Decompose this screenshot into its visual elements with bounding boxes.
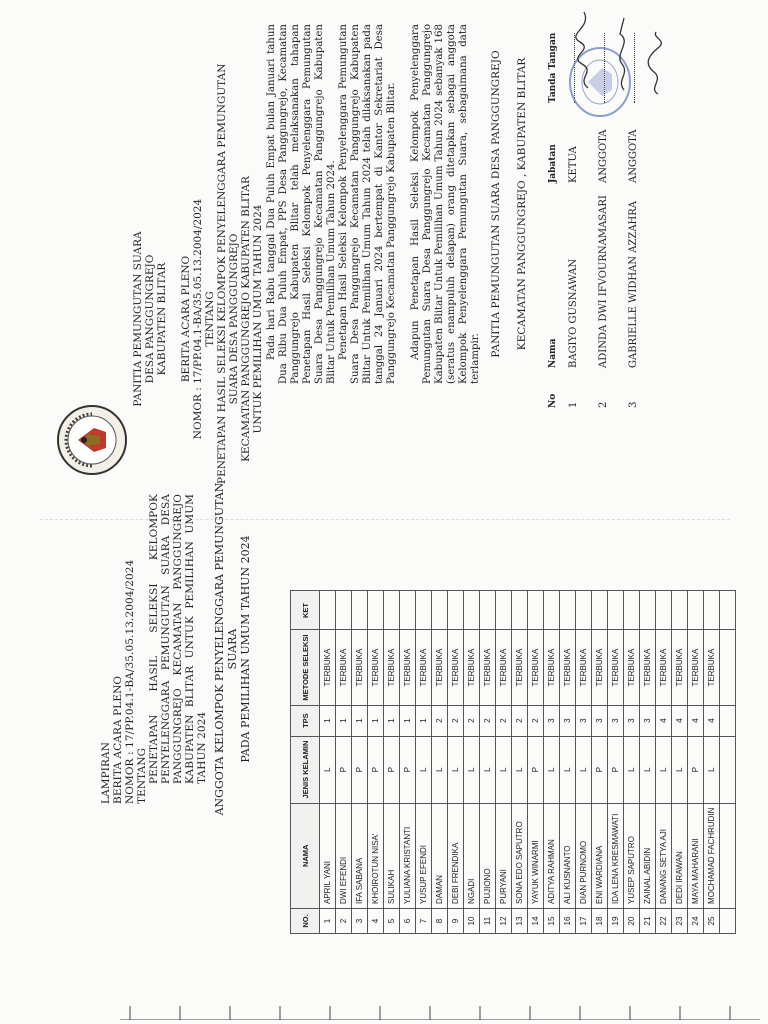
cell-jenis-kelamin: P — [608, 736, 624, 803]
table-row — [320, 591, 336, 934]
cell-jenis-kelamin: P — [368, 736, 384, 803]
header-line: TENTANG — [204, 291, 216, 347]
cell-nama: ADITYA RAHMAN — [544, 803, 560, 908]
header-line: DESA PANGGUNGREJO — [144, 254, 156, 384]
cell-tps: 3 — [560, 705, 576, 736]
cell-jenis-kelamin: P — [352, 736, 368, 803]
cell-tps: 1 — [320, 705, 336, 736]
cell-ket — [720, 591, 736, 630]
table-row — [368, 591, 384, 934]
table-row — [480, 591, 496, 934]
cell-metode: TERBUKA — [432, 630, 448, 705]
signature-scribble — [574, 10, 598, 90]
cell-jenis-kelamin: L — [576, 736, 592, 803]
cell-no: 6 — [400, 909, 416, 934]
cell-metode: TERBUKA — [480, 630, 496, 705]
members-table-body — [320, 591, 736, 934]
cell-ket — [368, 591, 384, 630]
signature-scribble — [644, 28, 666, 98]
table-row — [672, 591, 688, 934]
cell-ket — [352, 591, 368, 630]
cell-nama: PURYANI — [496, 803, 512, 908]
table-row — [576, 591, 592, 934]
cell-ket — [656, 591, 672, 630]
cell-metode: TERBUKA — [512, 630, 528, 705]
col-header-jenis-kelamin: JENIS KELAMIN — [291, 736, 320, 803]
sig-header-jabatan: Jabatan — [548, 144, 558, 183]
cell-metode: TERBUKA — [560, 630, 576, 705]
cell-jenis-kelamin: P — [336, 736, 352, 803]
cell-metode: TERBUKA — [704, 630, 720, 705]
cell-jenis-kelamin: P — [528, 736, 544, 803]
cell-tps: 2 — [464, 705, 480, 736]
cell-no: 1 — [320, 909, 336, 934]
cell-tps: 1 — [352, 705, 368, 736]
cell-jenis-kelamin: L — [480, 736, 496, 803]
cell-tps: 2 — [448, 705, 464, 736]
cell-ket — [432, 591, 448, 630]
cell-tps: 2 — [480, 705, 496, 736]
col-header-metode: METODE SELEKSI — [291, 630, 320, 705]
cell-no: 19 — [608, 909, 624, 934]
cell-ket — [528, 591, 544, 630]
cell-no: 24 — [688, 909, 704, 934]
sig-jabatan: ANGGOTA — [598, 129, 609, 183]
cell-nama: IDA LENA KRESMAWATI — [608, 803, 624, 908]
cell-nama: DWI EFENDI — [336, 803, 352, 908]
table-row — [512, 591, 528, 934]
lampiran-title — [213, 464, 252, 834]
sig-no: 2 — [598, 401, 609, 408]
cell-no: 17 — [576, 909, 592, 934]
cell-jenis-kelamin: L — [640, 736, 656, 803]
document-header — [132, 63, 264, 484]
lampiran-line: TENTANG — [136, 747, 148, 804]
cell-jenis-kelamin: L — [672, 736, 688, 803]
cell-nama: KHOIROTUN NISA' — [368, 803, 384, 908]
cell-no: 3 — [352, 909, 368, 934]
cell-ket — [688, 591, 704, 630]
cell-no: 11 — [480, 909, 496, 934]
closing-block — [490, 24, 542, 384]
cell-nama: DANANG SETYA AJI — [656, 803, 672, 908]
cell-metode: TERBUKA — [640, 630, 656, 705]
cell-tps: 1 — [336, 705, 352, 736]
sig-no: 1 — [568, 401, 579, 408]
cell-no: 14 — [528, 909, 544, 934]
cell-ket — [336, 591, 352, 630]
cell-jenis-kelamin: L — [704, 736, 720, 803]
cell-no: 16 — [560, 909, 576, 934]
cell-ket — [496, 591, 512, 630]
sig-nama: ADINDA DWI IFVOURNAMASARI — [598, 195, 609, 368]
cell-tps: 2 — [432, 705, 448, 736]
cell-ket — [592, 591, 608, 630]
cell-nama: YUSUP EFENDI — [416, 803, 432, 908]
lampiran-line: NOMOR : 17/PP.04.1-BA/35.05.13.2004/2024 — [124, 559, 136, 804]
col-header-nama: NAMA — [291, 803, 320, 908]
cell-metode: TERBUKA — [544, 630, 560, 705]
table-row — [688, 591, 704, 934]
cell-jenis-kelamin: L — [656, 736, 672, 803]
cell-tps: 4 — [688, 705, 704, 736]
cell-ket — [704, 591, 720, 630]
cell-no: 25 — [704, 909, 720, 934]
col-header-ket: KET — [291, 591, 320, 630]
cell-jenis-kelamin: P — [592, 736, 608, 803]
cell-metode: TERBUKA — [352, 630, 368, 705]
cell-no: 4 — [368, 909, 384, 934]
body-paragraph-3: Adapun Penetapan Hasil Seleksi Kelompok Penyelenggara Pemungutan Suara Desa Panggungrejo Kecamatan Panggungrejo Kabupaten Blitar Untuk Pemilihan Umum Tahun 2024 sebanyak 168 (seratus enampuluh delapan) orang ditetapkan sebagai anggota Kelompok Penyelenggara Pemungutan Suara, sebagaimana data terlampir. — [410, 24, 481, 384]
sig-nama: GABRIELLE WIDHAN AZZAHRA — [628, 200, 639, 368]
sig-jabatan: KETUA — [568, 146, 579, 183]
table-row — [384, 591, 400, 934]
cell-metode: TERBUKA — [592, 630, 608, 705]
cell-jenis-kelamin — [720, 736, 736, 803]
cell-ket — [672, 591, 688, 630]
cell-no: 2 — [336, 909, 352, 934]
cell-nama: APRIL YANI — [320, 803, 336, 908]
cell-metode: TERBUKA — [336, 630, 352, 705]
cell-metode — [720, 630, 736, 705]
cell-jenis-kelamin: L — [544, 736, 560, 803]
sig-header-no: No — [548, 393, 558, 408]
cell-nama — [720, 803, 736, 908]
header-line: KABUPATEN BLITAR — [156, 262, 168, 376]
cell-ket — [544, 591, 560, 630]
header-line: BERITA ACARA PLENO — [180, 255, 192, 383]
cell-metode: TERBUKA — [528, 630, 544, 705]
cell-jenis-kelamin: L — [464, 736, 480, 803]
cell-nama: DEBI FRENDIKA — [448, 803, 464, 908]
cell-metode: TERBUKA — [368, 630, 384, 705]
cell-metode: TERBUKA — [416, 630, 432, 705]
cell-metode: TERBUKA — [624, 630, 640, 705]
cell-nama: ALI KUSNANTO — [560, 803, 576, 908]
cell-ket — [400, 591, 416, 630]
cell-ket — [640, 591, 656, 630]
cell-nama: MOCHAMAD FACHRUDIN — [704, 803, 720, 908]
cell-ket — [464, 591, 480, 630]
cell-jenis-kelamin: P — [400, 736, 416, 803]
cell-tps: 4 — [704, 705, 720, 736]
cell-ket — [384, 591, 400, 630]
table-row — [592, 591, 608, 934]
cell-tps: 2 — [528, 705, 544, 736]
lampiran-title-line: ANGGOTA KELOMPOK PENYELENGGARA PEMUNGUTAN SUARA — [213, 482, 239, 816]
sig-header-nama: Nama — [548, 338, 558, 368]
cell-tps: 1 — [416, 705, 432, 736]
closing-line-2: KECAMATAN PANGGUNGREJO , KABUPATEN BLITAR — [516, 57, 528, 351]
members-table — [290, 590, 736, 934]
cell-no: 22 — [656, 909, 672, 934]
cell-jenis-kelamin: L — [496, 736, 512, 803]
sig-nama: BAGIYO GUSNAWAN — [568, 258, 579, 368]
table-row — [704, 591, 720, 934]
lampiran-line: BERITA ACARA PLENO — [112, 675, 124, 804]
table-row — [416, 591, 432, 934]
cell-tps: 1 — [384, 705, 400, 736]
cell-no: 13 — [512, 909, 528, 934]
cell-nama: ZAINAL ABIDIN — [640, 803, 656, 908]
cell-jenis-kelamin: P — [384, 736, 400, 803]
cell-metode: TERBUKA — [576, 630, 592, 705]
lampiran-line: LAMPIRAN — [100, 742, 112, 804]
cell-tps: 3 — [544, 705, 560, 736]
cell-metode: TERBUKA — [384, 630, 400, 705]
table-row — [400, 591, 416, 934]
cell-nama: ENI WARDIANA — [592, 803, 608, 908]
header-gap — [168, 154, 180, 484]
header-line: SUARA DESA PANGGUNGREJO — [228, 233, 240, 405]
kpu-logo — [56, 404, 128, 476]
cell-nama: SONA EDO SAPUTRO — [512, 803, 528, 908]
cell-ket — [320, 591, 336, 630]
cell-no: 8 — [432, 909, 448, 934]
cell-no: 5 — [384, 909, 400, 934]
cell-tps: 1 — [368, 705, 384, 736]
cell-nama: PUJIONO — [480, 803, 496, 908]
cell-nama: YAYUK WINARMI — [528, 803, 544, 908]
cell-tps: 1 — [400, 705, 416, 736]
cell-jenis-kelamin: L — [560, 736, 576, 803]
table-row — [624, 591, 640, 934]
cell-no: 21 — [640, 909, 656, 934]
cell-jenis-kelamin: L — [432, 736, 448, 803]
cell-jenis-kelamin: P — [688, 736, 704, 803]
cell-jenis-kelamin: L — [624, 736, 640, 803]
closing-line-1: PANITIA PEMUNGUTAN SUARA DESA PANGGUNGREJO — [490, 50, 502, 358]
cell-metode: TERBUKA — [400, 630, 416, 705]
cell-nama: SULIKAH — [384, 803, 400, 908]
cell-metode: TERBUKA — [608, 630, 624, 705]
cell-metode: TERBUKA — [496, 630, 512, 705]
cell-tps: 2 — [496, 705, 512, 736]
cell-nama: DIAN PURNOMO — [576, 803, 592, 908]
cell-metode: TERBUKA — [448, 630, 464, 705]
table-row — [720, 591, 736, 934]
table-row — [640, 591, 656, 934]
cell-tps: 4 — [672, 705, 688, 736]
cell-jenis-kelamin: L — [448, 736, 464, 803]
cell-ket — [480, 591, 496, 630]
table-row — [544, 591, 560, 934]
col-header-no: NO. — [291, 909, 320, 934]
cell-ket — [624, 591, 640, 630]
col-header-tps: TPS — [291, 705, 320, 736]
cell-tps: 3 — [592, 705, 608, 736]
members-header-row — [291, 591, 320, 934]
cell-no: 7 — [416, 909, 432, 934]
cell-jenis-kelamin: L — [416, 736, 432, 803]
sig-no: 3 — [628, 401, 639, 408]
lampiran-header — [100, 474, 208, 804]
table-row — [560, 591, 576, 934]
cell-no — [720, 909, 736, 934]
cell-no: 18 — [592, 909, 608, 934]
cell-tps: 3 — [608, 705, 624, 736]
lampiran-tentang: PENETAPAN HASIL SELEKSI KELOMPOK PENYELENGGARA PEMUNGUTAN SUARA DESA PANGGUNGREJO KECAMATAN PANGGUNGREJO KABUPATEN BLITAR UNTUK PEMILIHAN UMUM TAHUN 2024 — [148, 494, 208, 784]
cell-metode: TERBUKA — [464, 630, 480, 705]
cell-tps: 4 — [656, 705, 672, 736]
cell-no: 10 — [464, 909, 480, 934]
header-line: UNTUK PEMILIHAN UMUM TAHUN 2024 — [252, 204, 264, 434]
table-row — [656, 591, 672, 934]
cell-no: 20 — [624, 909, 640, 934]
header-line: NOMOR : 17/PP.04.1-BA/35.05.13.2004/2024 — [192, 198, 204, 440]
table-row — [464, 591, 480, 934]
cell-metode: TERBUKA — [672, 630, 688, 705]
cell-nama: NGADI — [464, 803, 480, 908]
cell-nama: YUSEP SAPUTRO — [624, 803, 640, 908]
cell-ket — [608, 591, 624, 630]
cell-metode: TERBUKA — [656, 630, 672, 705]
cell-nama: DAMAN — [432, 803, 448, 908]
cell-ket — [416, 591, 432, 630]
table-row — [336, 591, 352, 934]
sig-jabatan: ANGGOTA — [628, 129, 639, 183]
cell-ket — [448, 591, 464, 630]
cell-no: 9 — [448, 909, 464, 934]
cell-no: 15 — [544, 909, 560, 934]
cell-nama: DEDI IRAWAN — [672, 803, 688, 908]
lampiran-title-line: PADA PEMILIHAN UMUM TAHUN 2024 — [239, 535, 252, 763]
header-line: PANITIA PEMUNGUTAN SUARA — [132, 231, 144, 407]
cell-ket — [512, 591, 528, 630]
cell-nama: IFA SABANA — [352, 803, 368, 908]
signature-scribble — [612, 14, 634, 94]
sig-header-tanda-tangan: Tanda Tangan — [548, 32, 558, 103]
table-row — [352, 591, 368, 934]
cell-ket — [560, 591, 576, 630]
cell-tps — [720, 705, 736, 736]
cell-tps: 3 — [624, 705, 640, 736]
header-line: KECAMATAN PANGGUNGREJO KABUPATEN BLITAR — [240, 176, 252, 462]
cell-metode: TERBUKA — [688, 630, 704, 705]
body-paragraph-1: Pada hari Rabu tanggal Dua Puluh Empat bulan Januari tahun Dua Ribu Dua Puluh Empat, PPS Desa Panggungrejo, Kecamatan Panggungrejo Kabupaten Blitar telah melaksanakan tahapan Penetapan Hasil Seleksi Kelompok Penyelenggara Pemungutan Suara Desa Panggungrejo Kecamatan Panggungrejo Kabupaten Blitar Untuk Pemilihan Umum Tahun 2024. — [266, 24, 337, 384]
table-row — [432, 591, 448, 934]
cell-metode: TERBUKA — [320, 630, 336, 705]
cell-ket — [576, 591, 592, 630]
body-paragraph-2: Penetapan Hasil Seleksi Kelompok Penyelenggara Pemungutan Suara Desa Panggungrejo Kecamatan Panggungrejo Kabupaten Blitar Untuk Pemilihan Umum Tahun 2024 telah dilaksanakan pada tanggal 24 Januari 2024 bertempat di Kantor Sekretariat Desa Panggungrejo Kecamatan Panggungrejo Kabupaten Blitar. — [338, 24, 397, 384]
table-row — [496, 591, 512, 934]
cell-jenis-kelamin: L — [512, 736, 528, 803]
table-row — [608, 591, 624, 934]
cell-nama: MAYA MAHARANI — [688, 803, 704, 908]
cell-tps: 3 — [576, 705, 592, 736]
header-line: PENETAPAN HASIL SELEKSI KELOMPOK PENYELENGGARA PEMUNGUTAN — [216, 63, 228, 484]
edge-tick-marks — [120, 1000, 760, 1020]
cell-nama: YULIANA KRISTANTI — [400, 803, 416, 908]
cell-tps: 3 — [640, 705, 656, 736]
table-row — [528, 591, 544, 934]
cell-no: 12 — [496, 909, 512, 934]
cell-no: 23 — [672, 909, 688, 934]
cell-jenis-kelamin: L — [320, 736, 336, 803]
cell-tps: 2 — [512, 705, 528, 736]
table-row — [448, 591, 464, 934]
